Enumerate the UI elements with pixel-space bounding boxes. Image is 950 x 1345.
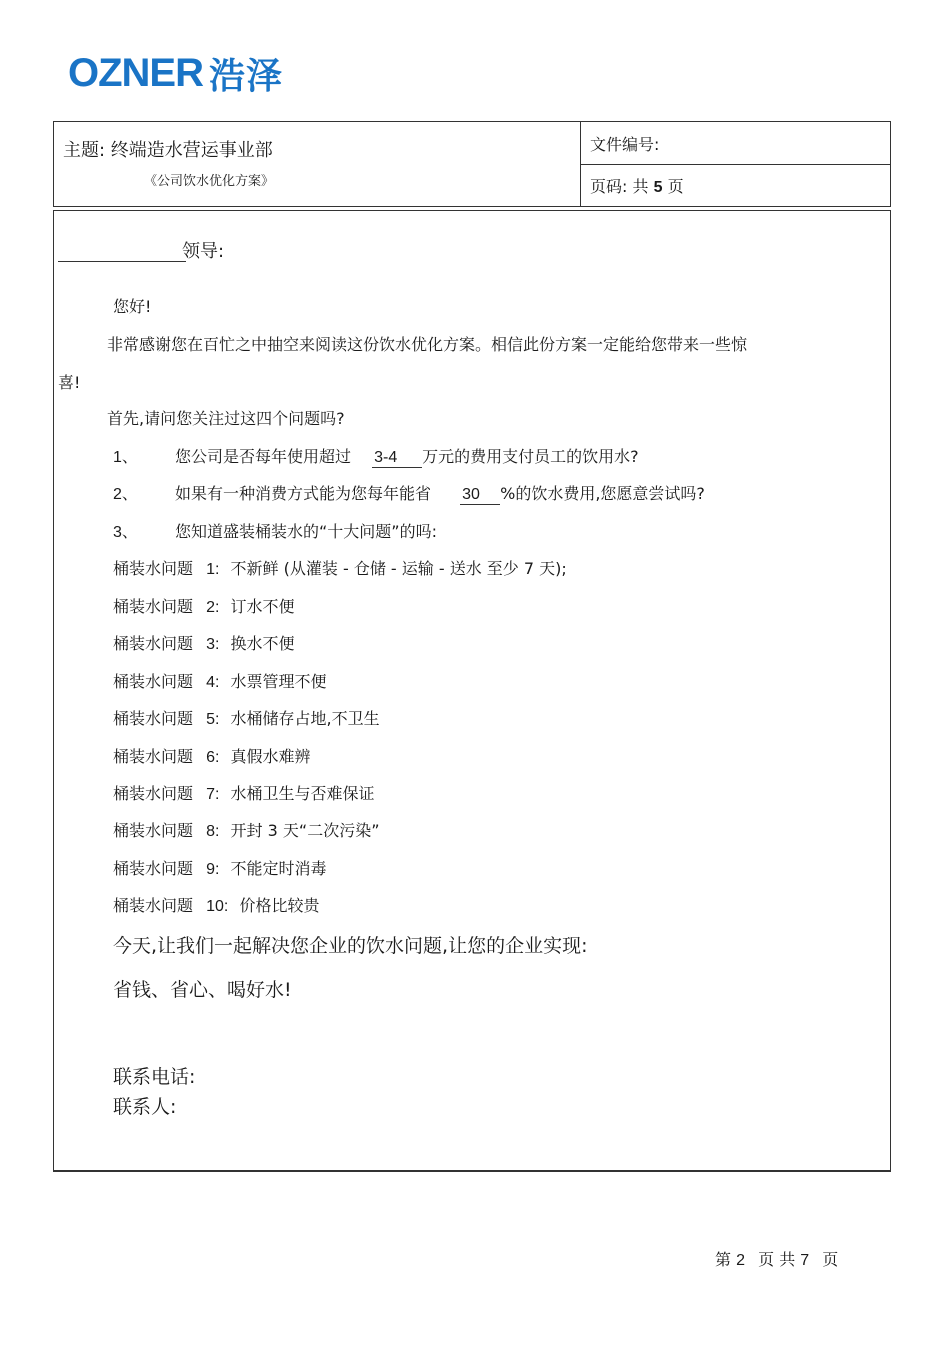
question-3	[113, 519, 437, 542]
problem-number: 7:	[206, 786, 220, 803]
problem-text: 真假水难辨	[230, 747, 311, 766]
problem-text: 水票管理不便	[230, 672, 327, 691]
plan-name: 《公司饮水优化方案》	[144, 174, 275, 189]
footer-page-total: 7	[800, 1252, 810, 1269]
problem-number: 3:	[206, 636, 220, 653]
contact-label: 联系人:	[113, 1096, 177, 1118]
document-header	[53, 121, 891, 207]
question-3-text: 您知道盛装桶装水的“十大问题”的吗:	[175, 522, 437, 541]
problem-number: 1:	[206, 561, 220, 578]
leader-salutation: 领导:	[182, 241, 225, 262]
page-code	[590, 174, 684, 197]
letter-body	[53, 210, 891, 1172]
page-code-total: 5	[653, 179, 663, 196]
question-2-pre: 如果有一种消费方式能为您每年能省	[175, 484, 432, 503]
file-no-label: 文件编号:	[590, 135, 660, 154]
footer-prefix: 第	[715, 1250, 732, 1269]
question-2-number: 2、	[113, 486, 138, 503]
problem-label: 桶装水问题	[113, 672, 194, 691]
intro-line-1: 非常感谢您在百忙之中抽空来阅读这份饮水优化方案。相信此份方案一定能给您带来一些惊	[107, 335, 748, 354]
leader-name-blank	[58, 261, 186, 262]
question-2-post: %的饮水费用,您愿意尝试吗?	[500, 484, 705, 503]
problem-text: 水桶卫生与否难保证	[230, 784, 375, 803]
logo-latin: OZNER	[68, 50, 203, 95]
problem-number: 5:	[206, 711, 220, 728]
problem-label: 桶装水问题	[113, 821, 194, 840]
subject-title: 主题: 终端造水营运事业部	[63, 140, 273, 161]
problem-text: 不能定时消毒	[230, 859, 327, 878]
header-subject-cell	[54, 122, 581, 206]
problem-number: 4:	[206, 674, 220, 691]
list-item	[113, 781, 375, 804]
question-2	[113, 481, 705, 505]
problem-text: 订水不便	[230, 597, 295, 616]
ozner-logo	[68, 50, 284, 97]
list-item	[113, 669, 327, 692]
problem-number: 10:	[206, 898, 229, 915]
problem-label: 桶装水问题	[113, 784, 194, 803]
problem-text: 换水不便	[230, 634, 295, 653]
list-item	[113, 856, 327, 879]
list-item	[113, 744, 311, 767]
question-1-pre: 您公司是否每年使用超过	[175, 447, 352, 466]
problem-text: 价格比较贵	[239, 896, 320, 915]
problem-label: 桶装水问题	[113, 859, 194, 878]
list-item	[113, 594, 295, 617]
first-question: 首先,请问您关注过这四个问题吗?	[107, 409, 345, 428]
question-1-blank: 3-4	[372, 449, 422, 468]
list-item	[113, 706, 380, 729]
footer-suffix: 页	[822, 1250, 839, 1269]
question-1	[113, 444, 639, 468]
problem-label: 桶装水问题	[113, 634, 194, 653]
page-footer	[715, 1247, 838, 1270]
list-item	[113, 893, 319, 916]
question-1-post: 万元的费用支付员工的饮用水?	[422, 447, 639, 466]
problem-label: 桶装水问题	[113, 747, 194, 766]
logo-cjk: 浩泽	[209, 55, 284, 97]
problem-number: 9:	[206, 861, 220, 878]
intro-line-2: 喜!	[58, 373, 81, 392]
list-item	[113, 556, 567, 579]
footer-mid: 页 共	[758, 1250, 796, 1269]
question-1-number: 1、	[113, 449, 138, 466]
file-no-cell	[581, 122, 890, 165]
problem-text: 开封 3 天“二次污染”	[230, 821, 380, 840]
slogan: 省钱、省心、喝好水!	[113, 979, 292, 1001]
greeting: 您好!	[113, 297, 152, 316]
page-code-unit: 页	[667, 177, 684, 196]
question-3-number: 3、	[113, 524, 138, 541]
problem-label: 桶装水问题	[113, 597, 194, 616]
page-code-label: 页码: 共	[590, 177, 649, 196]
problem-label: 桶装水问题	[113, 896, 194, 915]
list-item	[113, 631, 295, 654]
question-2-blank: 30	[460, 486, 500, 505]
problem-label: 桶装水问题	[113, 559, 194, 578]
problem-text: 水桶储存占地,不卫生	[230, 709, 380, 728]
list-item	[113, 818, 379, 841]
problem-text: 不新鲜 (从灌装 - 仓储 - 运输 - 送水 至少 7 天);	[230, 559, 567, 578]
problem-number: 6:	[206, 749, 220, 766]
phone-label: 联系电话:	[113, 1066, 196, 1088]
footer-page-number: 2	[736, 1252, 746, 1269]
problem-number: 2:	[206, 599, 220, 616]
closing-statement: 今天,让我们一起解决您企业的饮水问题,让您的企业实现:	[113, 935, 588, 957]
problem-number: 8:	[206, 823, 220, 840]
problem-label: 桶装水问题	[113, 709, 194, 728]
